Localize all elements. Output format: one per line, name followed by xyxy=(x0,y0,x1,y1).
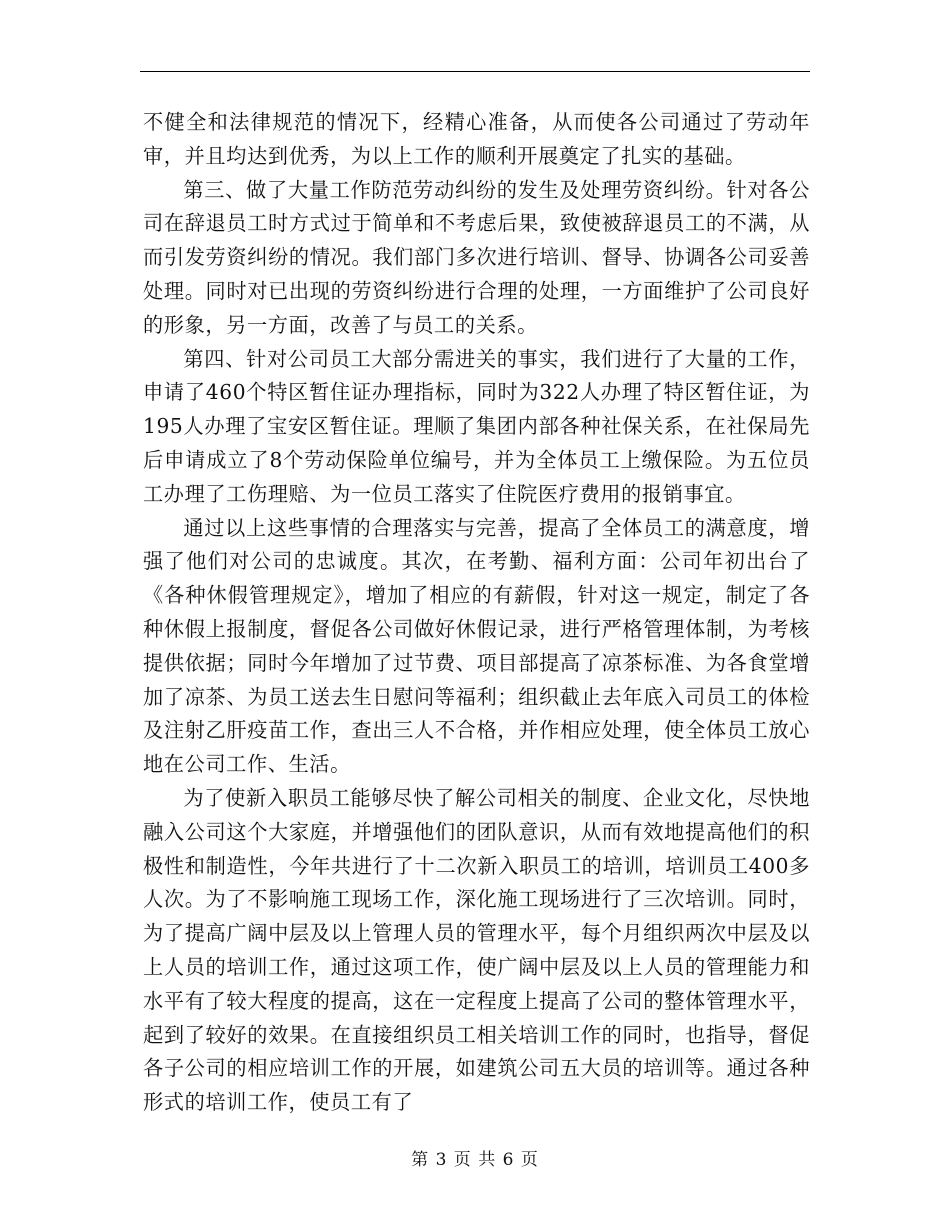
paragraph-labor-disputes: 第三、做了大量工作防范劳动纠纷的发生及处理劳资纠纷。针对各公司在辞退员工时方式过于简单和不考虑后果，致使被辞退员工的不满，从而引发劳资纠纷的情况。我们部门多次进行培训、督导、协调各公司妥善处理。同时对已出现的劳资纠纷进行合理的处理，一方面维护了公司良好的形象，另一方面，改善了与员工的关系。 xyxy=(143,177,810,337)
paragraph-training: 为了使新入职员工能够尽快了解公司相关的制度、企业文化，尽快地融入公司这个大家庭，并增强他们的团队意识，从而有效地提高他们的积极性和制造性，今年共进行了十二次新入职员工的培训，培训员工400多人次。为了不影响施工现场工作，深化施工现场进行了三次培训。同时，为了提高广阔中层及以上管理人员的管理水平，每个月组织两次中层及以上人员的培训工作，通过这项工作，使广阔中层及以上人员的管理能力和水平有了较大程度的提高，这在一定程度上提高了公司的整体管理水平，起到了较好的效果。在直接组织员工相关培训工作的同时，也指导，督促各子公司的相应培训工作的开展，如建筑公司五大员的培训等。通过各种形式的培训工作，使员工有了 xyxy=(143,785,810,1115)
document-body xyxy=(143,106,810,1120)
paragraph-residence-permits: 第四、针对公司员工大部分需进关的事实，我们进行了大量的工作，申请了460个特区暂住证办理指标，同时为322人办理了特区暂住证，为195人办理了宝安区暂住证。理顺了集团内部各种社保关系，在社保局先后申请成立了8个劳动保险单位编号，并为全体员工上缴保险。为五位员工办理了工伤理赔、为一位员工落实了住院医疗费用的报销事宜。 xyxy=(143,346,810,506)
paragraph-benefits: 通过以上这些事情的合理落实与完善，提高了全体员工的满意度，增强了他们对公司的忠诚度。其次，在考勤、福利方面：公司年初出台了《各种休假管理规定》，增加了相应的有薪假，针对这一规定，制定了各种休假上报制度，督促各公司做好休假记录，进行严格管理体制，为考核提供依据；同时今年增加了过节费、项目部提高了凉茶标准、为各食堂增加了凉茶、为员工送去生日慰问等福利；组织截止去年底入司员工的体检及注射乙肝疫苗工作，查出三人不合格，并作相应处理，使全体员工放心地在公司工作、生活。 xyxy=(143,515,810,777)
header-rule xyxy=(140,71,810,72)
paragraph-continuation: 不健全和法律规范的情况下，经精心准备，从而使各公司通过了劳动年审，并且均达到优秀，为以上工作的顺利开展奠定了扎实的基础。 xyxy=(143,110,810,168)
page-number: 第 3 页 共 6 页 xyxy=(411,1150,539,1170)
